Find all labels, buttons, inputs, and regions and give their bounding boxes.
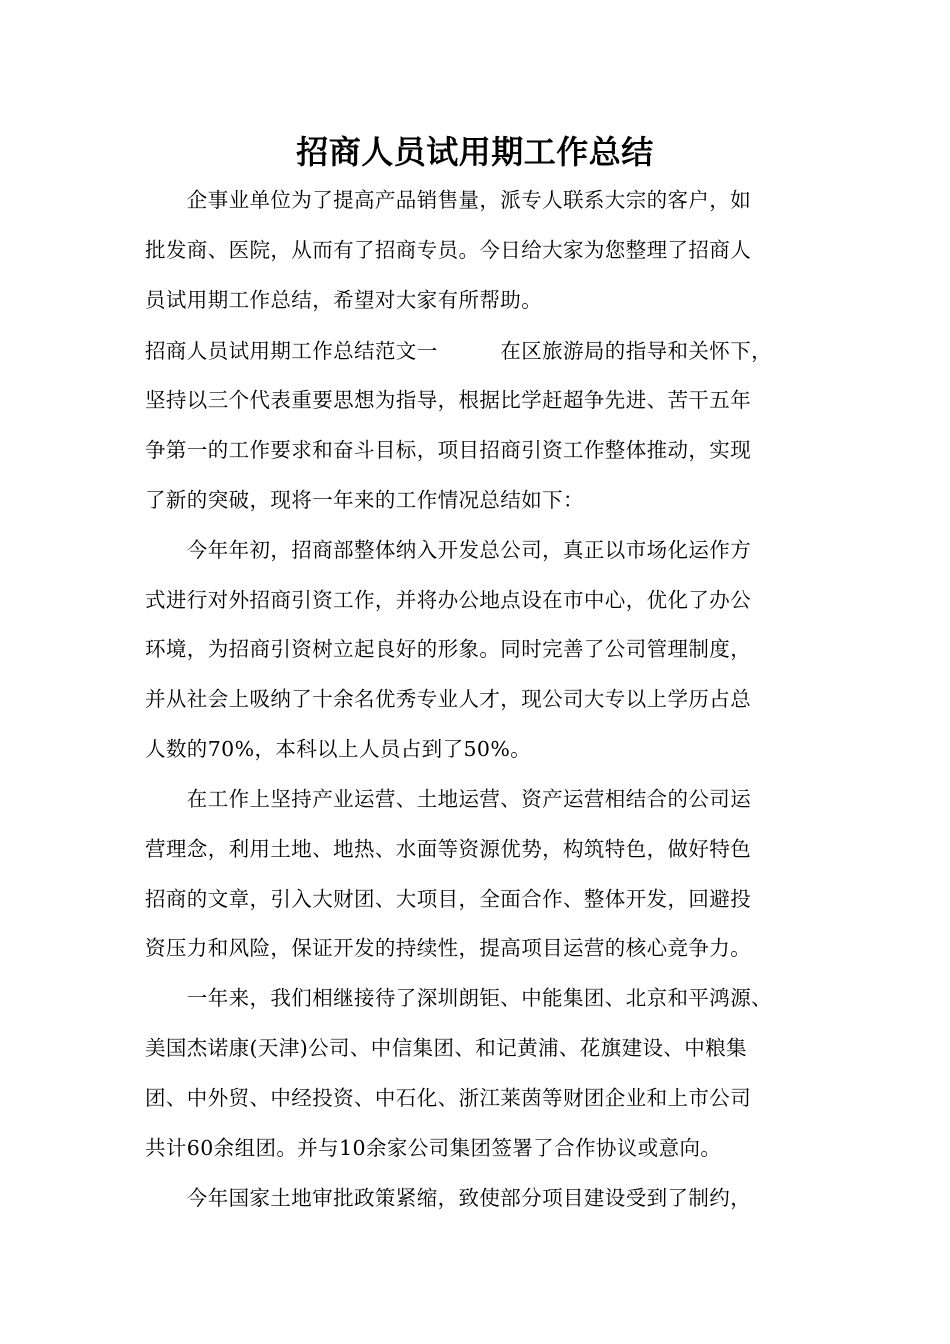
- body-text-line: 环境，为招商引资树立起良好的形象。同时完善了公司管理制度，: [145, 637, 752, 661]
- body-text-line: 团、中外贸、中经投资、中石化、浙江莱茵等财团企业和上市公司: [145, 1086, 752, 1110]
- body-text-line: 一年来，我们相继接待了深圳朗钜、中能集团、北京和平鸿源、: [145, 986, 772, 1010]
- document-title: 招商人员试用期工作总结: [296, 133, 654, 171]
- body-text-line: 企事业单位为了提高产品销售量，派专人联系大宗的客户，如: [145, 188, 752, 212]
- body-text-line: 今年国家土地审批政策紧缩，致使部分项目建设受到了制约，: [145, 1186, 752, 1210]
- body-text-line: 营理念，利用土地、地热、水面等资源优势，构筑特色，做好特色: [145, 837, 752, 861]
- body-text-line: 今年年初，招商部整体纳入开发总公司，真正以市场化运作方: [145, 538, 752, 562]
- body-text-line: 共计60余组团。并与10余家公司集团签署了合作协议或意向。: [145, 1136, 722, 1160]
- body-text-line: 美国杰诺康(天津)公司、中信集团、和记黄浦、花旗建设、中粮集: [145, 1036, 747, 1060]
- body-text-line: 在工作上坚持产业运营、土地运营、资产运营相结合的公司运: [145, 787, 752, 811]
- body-text-line: 资压力和风险，保证开发的持续性，提高项目运营的核心竞争力。: [145, 936, 752, 960]
- body-text-line: 招商人员试用期工作总结范文一 在区旅游局的指导和关怀下，: [145, 339, 772, 363]
- body-text-line: 员试用期工作总结，希望对大家有所帮助。: [145, 288, 543, 312]
- body-text-line: 坚持以三个代表重要思想为指导，根据比学赶超争先进、苦干五年: [145, 388, 752, 412]
- body-text-line: 并从社会上吸纳了十余名优秀专业人才，现公司大专以上学历占总: [145, 687, 752, 711]
- body-text-line: 争第一的工作要求和奋斗目标，项目招商引资工作整体推动，实现: [145, 438, 752, 462]
- body-text-line: 式进行对外招商引资工作，并将办公地点设在市中心，优化了办公: [145, 588, 752, 612]
- body-text-line: 了新的突破，现将一年来的工作情况总结如下：: [145, 488, 584, 512]
- body-text-line: 招商的文章，引入大财团、大项目，全面合作、整体开发，回避投: [145, 887, 752, 911]
- body-text-line: 批发商、医院，从而有了招商专员。今日给大家为您整理了招商人: [145, 238, 752, 262]
- body-text-line: 人数的70%，本科以上人员占到了50%。: [145, 737, 532, 761]
